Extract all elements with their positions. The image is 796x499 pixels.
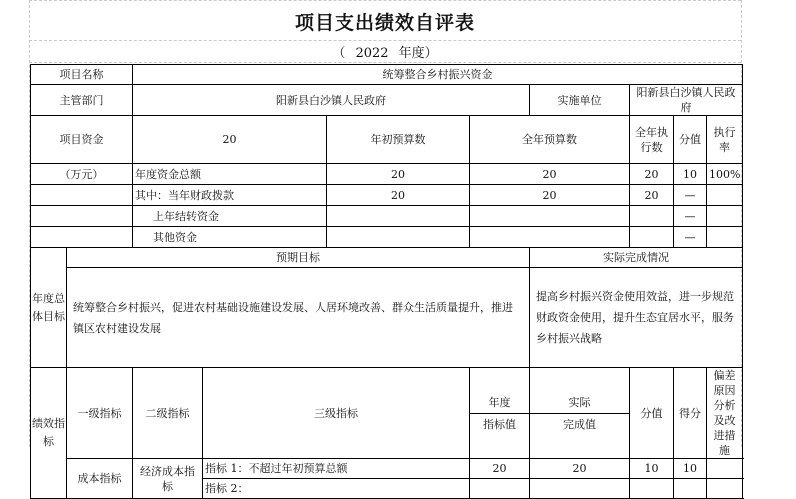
col-actual-bottom: 完成值 <box>563 417 596 431</box>
row-goals-header <box>31 248 743 268</box>
col-ind-weight: 分值 <box>630 368 674 459</box>
fund-weight: — <box>674 206 707 227</box>
indicator-level2: 经济成本指标 <box>133 459 203 499</box>
funds-unit: （万元） <box>31 164 133 185</box>
fund-rate <box>707 227 743 248</box>
empty-cell <box>31 227 133 248</box>
project-name-value: 统筹整合乡村振兴资金 <box>133 65 743 85</box>
indicator-reason <box>707 479 743 499</box>
fund-exec <box>630 227 674 248</box>
fund-full: 20 <box>470 164 630 185</box>
indicator-level1: 成本指标 <box>67 459 133 499</box>
fund-exec: 20 <box>630 164 674 185</box>
fund-full <box>470 206 630 227</box>
col-target <box>470 368 530 459</box>
year-separator <box>29 62 741 63</box>
goals-actual-text: 提高乡村振兴资金使用效益，进一步规范财政资金使用，提升生态宜居水平，服务乡村振兴战略 <box>530 268 743 368</box>
col-ind-score: 得分 <box>674 368 707 459</box>
row-funds-total <box>31 164 743 185</box>
col-initial-budget: 年初预算数 <box>327 116 470 164</box>
goals-expected-text: 统筹整合乡村振兴，促进农村基础设施建设发展、人居环境改善、群众生活质量提升，推进镇区农村建设发展 <box>67 268 530 368</box>
indicator-target: 20 <box>470 459 530 479</box>
dept-value: 阳新县白沙镇人民政府 <box>133 85 530 116</box>
indicator-target <box>470 479 530 499</box>
fund-initial: 20 <box>327 164 470 185</box>
fund-rate: 100% <box>707 164 743 185</box>
indicator-score: 10 <box>674 459 707 479</box>
project-name-label: 项目名称 <box>31 65 133 85</box>
indicator-level3: 指标 2： <box>203 479 470 499</box>
fund-initial <box>327 227 470 248</box>
goals-actual-header: 实际完成情况 <box>530 248 743 268</box>
impl-label: 实施单位 <box>530 85 630 116</box>
fund-row-label: 其他资金 <box>133 227 327 248</box>
fund-initial: 20 <box>327 185 470 206</box>
goals-expected-header: 预期目标 <box>67 248 530 268</box>
funds-head-amount: 20 <box>133 116 327 164</box>
row-funds-carryover <box>31 206 743 227</box>
page-title: 项目支出绩效自评表 <box>294 11 475 34</box>
col-reason: 偏差原因分析及改进措施 <box>707 368 743 459</box>
fund-weight: — <box>674 185 707 206</box>
indicator-weight <box>630 479 674 499</box>
col-actual-top: 实际 <box>530 392 629 414</box>
col-exec: 全年执行数 <box>630 116 674 164</box>
indicator-level3: 指标 1：不超过年初预算总额 <box>203 459 470 479</box>
fund-weight: — <box>674 227 707 248</box>
col-actual <box>530 368 630 459</box>
row-funds-header <box>31 116 743 164</box>
indicator-weight: 10 <box>630 459 674 479</box>
fund-exec <box>630 206 674 227</box>
fund-exec: 20 <box>630 185 674 206</box>
indicator-reason <box>707 459 743 479</box>
fund-rate <box>707 185 743 206</box>
dept-label: 主管部门 <box>31 85 133 116</box>
indicator-actual <box>530 479 630 499</box>
fund-row-label: 年度资金总额 <box>133 164 327 185</box>
col-full-budget: 全年预算数 <box>470 116 630 164</box>
fund-row-label: 上年结转资金 <box>133 206 327 227</box>
indicators-side-label: 绩效指标 <box>31 368 67 499</box>
indicator-actual: 20 <box>530 459 630 479</box>
goals-side-label: 年度总体目标 <box>31 248 67 368</box>
empty-cell <box>31 206 133 227</box>
year-line: （ 2022 年度） <box>332 45 438 61</box>
col-level3: 三级指标 <box>203 368 470 459</box>
funds-label: 项目资金 <box>31 116 133 164</box>
col-weight: 分值 <box>674 116 707 164</box>
fund-full: 20 <box>470 185 630 206</box>
row-department <box>31 85 743 116</box>
fund-rate <box>707 206 743 227</box>
fund-initial <box>327 206 470 227</box>
col-exec-rate: 执行率 <box>707 116 743 164</box>
col-target-bottom: 指标值 <box>483 417 516 431</box>
row-indicators-header <box>31 368 743 459</box>
col-target-top: 年度 <box>470 392 529 414</box>
row-goals-content <box>31 268 743 368</box>
impl-value: 阳新县白沙镇人民政府 <box>630 85 743 116</box>
row-indicator-1 <box>31 459 743 479</box>
row-project-name <box>31 65 743 85</box>
sheet-border-top <box>29 0 741 1</box>
fund-full <box>470 227 630 248</box>
row-funds-fiscal <box>31 185 743 206</box>
empty-cell <box>31 185 133 206</box>
fund-row-label: 其中：当年财政拨款 <box>133 185 327 206</box>
row-funds-other <box>31 227 743 248</box>
col-level1: 一级指标 <box>67 368 133 459</box>
fund-weight: 10 <box>674 164 707 185</box>
col-level2: 二级指标 <box>133 368 203 459</box>
evaluation-table <box>30 64 743 499</box>
indicator-score <box>674 479 707 499</box>
